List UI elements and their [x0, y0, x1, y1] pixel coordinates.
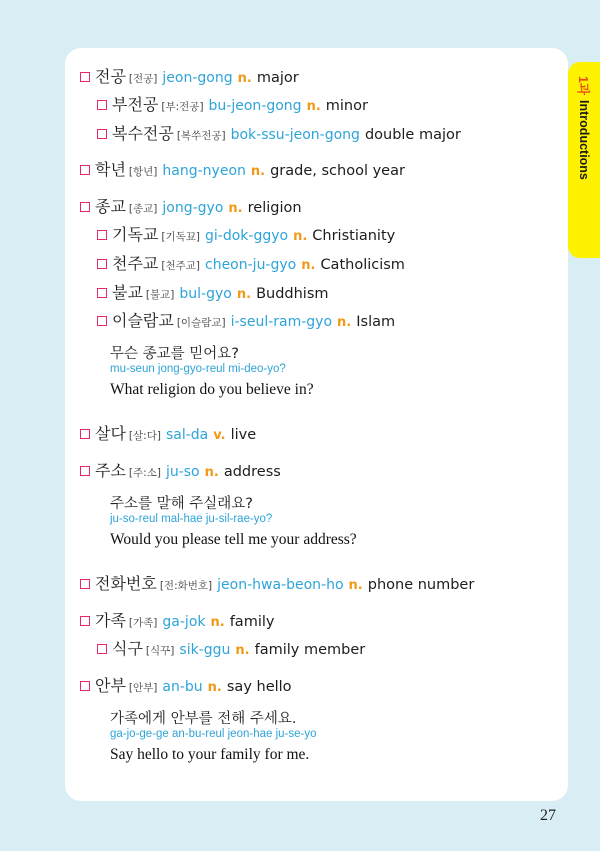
entry-korean: 복수전공 [112, 124, 174, 143]
vocab-entry-gajok [80, 608, 274, 631]
checkbox-icon [97, 129, 107, 139]
checkbox-icon [97, 288, 107, 298]
entry-pronunciation: [천주교] [161, 260, 200, 272]
entry-romanization: hang-nyeon [162, 163, 246, 179]
entry-romanization: sik-ggu [179, 642, 231, 658]
entry-romanization: jeon-gong [162, 70, 233, 86]
entry-pronunciation: [주:소] [128, 467, 161, 479]
entry-korean: 학년 [95, 160, 126, 179]
entry-english: phone number [367, 577, 475, 593]
entry-korean: 살다 [95, 424, 126, 443]
entry-pos: n. [210, 615, 225, 630]
entry-pos: n. [207, 680, 222, 695]
vocab-entry-jonggyo [80, 194, 302, 217]
entry-english: say hello [226, 679, 292, 695]
entry-romanization: bu-jeon-gong [208, 98, 302, 114]
checkbox-icon [80, 202, 90, 212]
example-english: Say hello to your family for me. [110, 746, 310, 763]
checkbox-icon [80, 429, 90, 439]
entry-pos: n. [235, 643, 250, 658]
entry-pronunciation: [항년] [128, 166, 158, 178]
checkbox-icon [97, 644, 107, 654]
entry-pronunciation: [기독꾜] [161, 231, 200, 243]
entry-english: minor [325, 98, 368, 114]
entry-english: address [223, 464, 281, 480]
entry-pronunciation: [부:전공] [161, 101, 204, 113]
entry-english: grade, school year [270, 163, 405, 179]
entry-english: Christianity [312, 228, 396, 244]
entry-korean: 주소 [95, 461, 126, 480]
entry-english: religion [247, 200, 302, 216]
example-korean: 가족에게 안부를 전해 주세요. [110, 711, 297, 727]
entry-pos: n. [301, 258, 316, 273]
checkbox-icon [80, 616, 90, 626]
checkbox-icon [97, 100, 107, 110]
entry-romanization: ju-so [165, 464, 200, 480]
entry-pronunciation: [가족] [128, 617, 158, 629]
entry-english: Buddhism [256, 286, 329, 302]
entry-korean: 기독교 [112, 225, 159, 244]
entry-korean: 불교 [112, 283, 143, 302]
vocab-entry-sikgu [97, 636, 365, 659]
checkbox-icon [97, 259, 107, 269]
example-romanization: ga-jo-ge-ge an-bu-reul jeon-hae ju-se-yo [110, 728, 317, 740]
entry-korean: 이슬람교 [112, 311, 174, 330]
entry-romanization: bul-gyo [179, 286, 232, 302]
example-romanization: ju-so-reul mal-hae ju-sil-rae-yo? [110, 513, 273, 525]
entry-romanization: an-bu [162, 679, 203, 695]
entry-english: family member [254, 642, 366, 658]
entry-romanization: gi-dok-ggyo [205, 228, 289, 244]
checkbox-icon [80, 466, 90, 476]
checkbox-icon [80, 579, 90, 589]
vocab-entry-juso [80, 458, 281, 481]
vocab-entry-jeonhwabeonho [80, 571, 474, 594]
entry-pos: n. [293, 229, 308, 244]
entry-romanization: sal-da [165, 427, 209, 443]
vocab-entry-anbu [80, 673, 292, 696]
page-number: 27 [540, 807, 556, 824]
example-english: What religion do you believe in? [110, 381, 314, 398]
vocab-entry-cheonjugyo [97, 251, 405, 274]
chapter-tab [568, 62, 600, 258]
entry-english: double major [364, 127, 461, 143]
checkbox-icon [80, 165, 90, 175]
chapter-title: Introductions [577, 100, 591, 180]
entry-korean: 전화번호 [95, 574, 157, 593]
entry-pos: n. [337, 315, 352, 330]
entry-pos: n. [236, 287, 252, 302]
checkbox-icon [80, 72, 90, 82]
entry-pronunciation: [이슬람교] [176, 317, 226, 329]
entry-korean: 천주교 [112, 254, 159, 273]
entry-korean: 가족 [95, 611, 126, 630]
entry-pos: n. [250, 164, 266, 179]
checkbox-icon [80, 681, 90, 691]
entry-pronunciation: [종교] [128, 203, 158, 215]
example-english: Would you please tell me your address? [110, 531, 357, 548]
entry-korean: 부전공 [112, 95, 159, 114]
entry-pos: n. [348, 578, 363, 593]
vocab-entry-boksujeongong [97, 121, 461, 144]
entry-pos: n. [204, 465, 219, 480]
entry-romanization: i-seul-ram-gyo [230, 314, 333, 330]
entry-pronunciation: [전공] [128, 73, 158, 85]
example-korean: 주소를 말해 주실래요? [110, 496, 253, 512]
entry-korean: 종교 [95, 197, 126, 216]
entry-pos: n. [228, 201, 243, 216]
checkbox-icon [97, 230, 107, 240]
checkbox-icon [97, 316, 107, 326]
entry-pronunciation: [살:다] [128, 430, 161, 442]
entry-korean: 안부 [95, 676, 126, 695]
vocab-entry-iseulramgyo [97, 308, 395, 331]
chapter-number: 1과 [576, 76, 590, 96]
entry-romanization: jong-gyo [162, 200, 224, 216]
example-romanization: mu-seun jong-gyo-reul mi-deo-yo? [110, 363, 286, 375]
vocab-entry-salda [80, 421, 256, 444]
vocab-entry-gidokgyo [97, 222, 395, 245]
entry-romanization: jeon-hwa-beon-ho [217, 577, 344, 593]
entry-pos: v. [213, 428, 226, 443]
entry-english: live [230, 427, 257, 443]
entry-pronunciation: [불교] [145, 289, 175, 301]
vocab-entry-haknyeon [80, 157, 405, 180]
entry-pronunciation: [식꾸] [145, 645, 175, 657]
entry-english: Islam [356, 314, 396, 330]
entry-pronunciation: [안부] [128, 682, 158, 694]
entry-pos: n. [306, 99, 321, 114]
entry-english: major [256, 70, 299, 86]
vocab-entry-bulgyo [97, 280, 329, 303]
vocab-entry-bujeongong [97, 92, 368, 115]
entry-english: Catholicism [320, 257, 405, 273]
entry-korean: 전공 [95, 67, 126, 86]
vocab-entry-jeongong [80, 64, 299, 87]
entry-english: family [229, 614, 275, 630]
entry-pronunciation: [복쑤전공] [176, 130, 226, 142]
entry-pronunciation: [전:화번호] [159, 580, 213, 592]
entry-romanization: bok-ssu-jeon-gong [230, 127, 360, 143]
example-korean: 무슨 종교를 믿어요? [110, 346, 239, 362]
entry-romanization: ga-jok [162, 614, 206, 630]
entry-korean: 식구 [112, 639, 143, 658]
entry-romanization: cheon-ju-gyo [205, 257, 297, 273]
entry-pos: n. [237, 71, 252, 86]
